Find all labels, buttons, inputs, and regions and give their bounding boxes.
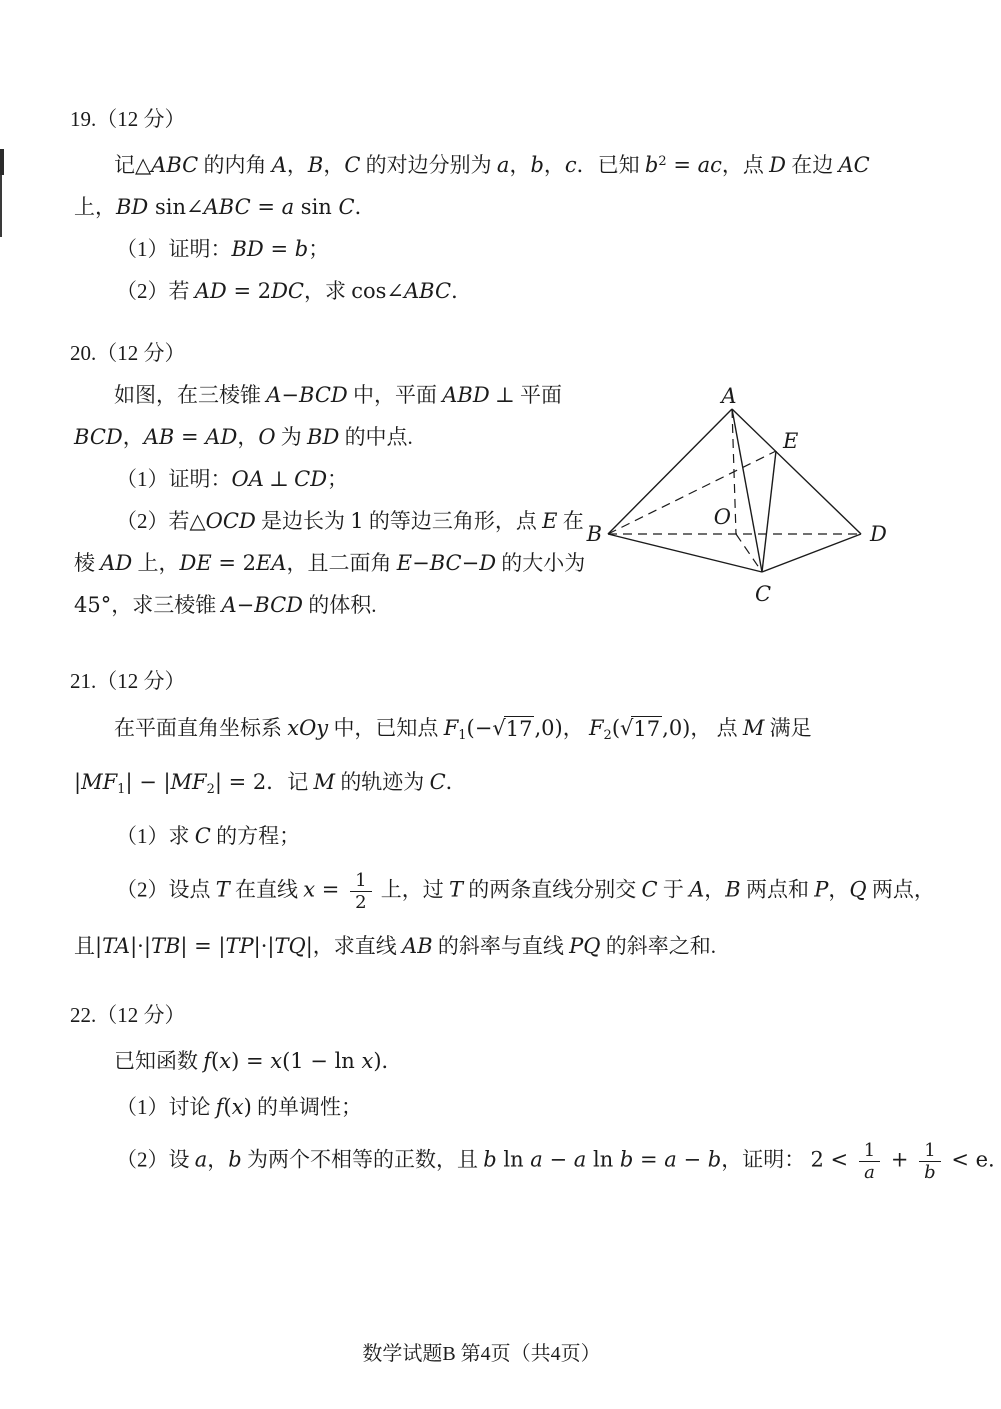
math-run: | − | — [125, 770, 171, 794]
math-variable: E — [542, 509, 558, 533]
math-run: 2 < — [810, 1147, 855, 1172]
text-run: ， — [562, 716, 589, 740]
math-variable: b — [483, 1147, 497, 1172]
math-variable: a — [664, 1147, 677, 1172]
math-variable: f — [203, 1049, 212, 1073]
text-run: ，求三棱锥 — [111, 593, 222, 617]
math-variable: ac — [697, 153, 722, 177]
text-run: ． — [354, 195, 376, 219]
math-variable: A — [689, 877, 705, 902]
vertex-label-c: C — [754, 582, 772, 606]
text-line — [116, 1094, 970, 1121]
radicand: 17 — [633, 717, 661, 741]
math-variable: MF — [170, 770, 207, 794]
math-variable: A — [221, 593, 237, 617]
denominator: 2 — [355, 892, 367, 913]
math-variable: AB — [143, 425, 175, 449]
text-run: 如图，在三棱锥 — [114, 383, 267, 407]
math-variable: A — [271, 153, 287, 177]
math-run: | = | — [180, 934, 226, 958]
text-run: 在边 — [785, 153, 839, 177]
text-run: （1）求 — [116, 824, 195, 848]
fraction — [859, 1140, 880, 1183]
text-run: ， — [704, 877, 726, 902]
text-line — [114, 148, 970, 179]
text-run: 上，过 — [375, 877, 450, 902]
text-run: 已知函数 — [114, 1049, 204, 1073]
math-run: sin∠ — [148, 195, 204, 219]
text-line — [116, 236, 970, 263]
text-run: 22.（12 分） — [70, 1003, 186, 1027]
math-variable: ABC — [151, 153, 199, 177]
radical-sign: √ — [492, 716, 506, 740]
edge-BC — [608, 534, 762, 572]
math-run: ln — [586, 1147, 620, 1172]
math-variable: a — [573, 1147, 587, 1172]
math-variable: M — [313, 770, 336, 794]
math-variable: EA — [256, 551, 287, 575]
text-run: 的两条直线分别交 — [463, 877, 642, 902]
text-run: ， — [323, 153, 345, 177]
math-variable: AC — [838, 153, 870, 177]
math-variable: OCD — [205, 509, 256, 533]
math-run: |·| — [130, 934, 151, 958]
text-run: ⊥ 平面 — [489, 383, 562, 407]
math-variable: D — [769, 153, 786, 177]
text-run: （2）设点 — [116, 877, 216, 902]
text-line — [74, 769, 970, 803]
vertex-label-a: A — [721, 384, 737, 408]
text-run: ， — [237, 425, 259, 449]
text-run: ，证明： — [721, 1147, 811, 1172]
text-run: 中，平面 — [347, 383, 443, 407]
fraction — [350, 870, 371, 913]
math-run: ( — [223, 1095, 232, 1119]
problem-22 — [70, 1002, 995, 1202]
math-run: ,0) — [662, 716, 691, 740]
text-run: ， — [543, 153, 565, 177]
text-run: ，求 — [303, 279, 352, 303]
text-run: ． — [381, 1049, 403, 1073]
radical — [620, 716, 662, 742]
math-variable: BD — [116, 195, 149, 219]
text-run: 为两个不相等的正数，且 — [241, 1147, 484, 1172]
math-variable: DC — [271, 279, 304, 303]
vertex-label-b: B — [586, 522, 602, 546]
text-run: 上， — [74, 195, 116, 219]
math-run: − — [236, 593, 255, 617]
math-run: < e. — [944, 1147, 995, 1172]
problem-19 — [70, 106, 970, 320]
text-line — [70, 668, 970, 695]
subscript: 1 — [458, 728, 467, 743]
math-variable: C — [338, 195, 355, 219]
math-run: = — [315, 877, 347, 902]
text-run: ， 点 — [690, 716, 743, 740]
math-variable: AB — [402, 934, 433, 958]
radical-sign: √ — [620, 716, 634, 740]
text-line — [70, 106, 970, 133]
text-run: ， — [509, 153, 531, 177]
edge-CD — [762, 534, 861, 572]
math-run: = 2 — [211, 551, 256, 575]
math-variable: OA — [231, 467, 264, 491]
math-variable: x — [219, 1049, 232, 1073]
text-run: （1）讨论 — [116, 1095, 216, 1119]
text-run: ， — [828, 877, 850, 902]
text-run: 的等边三角形，点 — [363, 509, 543, 533]
text-run: 在平面直角坐标系 — [114, 716, 288, 740]
text-run: ． — [445, 770, 467, 794]
math-variable: TP — [225, 934, 254, 958]
denominator: b — [924, 1162, 936, 1183]
text-run: ． — [451, 279, 473, 303]
figure-hidden-edges — [608, 409, 861, 572]
text-run: 的体积. — [303, 593, 377, 617]
math-run: | — [95, 934, 103, 958]
text-line — [70, 1002, 970, 1029]
text-line — [74, 194, 970, 221]
text-run: 20.（12 分） — [70, 341, 186, 365]
math-run: ) = — [231, 1049, 271, 1073]
text-run: 于 — [657, 877, 690, 902]
text-run: 在 — [557, 509, 584, 533]
problem-21 — [70, 668, 970, 980]
math-run: ,0) — [534, 716, 563, 740]
text-line — [116, 823, 970, 850]
math-variable: DE — [179, 551, 212, 575]
text-run: 且 — [74, 934, 95, 958]
numerator: 1 — [919, 1140, 940, 1162]
math-variable: BD — [307, 425, 340, 449]
text-run: 棱 — [74, 551, 101, 575]
text-line — [116, 870, 970, 913]
text-run: 的对边分别为 — [360, 153, 497, 177]
text-line — [74, 592, 630, 619]
math-variable: a — [496, 153, 510, 177]
math-variable: B — [725, 877, 741, 902]
math-run: = — [666, 153, 698, 177]
math-variable: B — [307, 153, 324, 177]
math-variable: x — [231, 1095, 244, 1119]
text-run: 21.（12 分） — [70, 669, 186, 693]
math-variable: CD — [294, 467, 328, 491]
math-variable: b — [644, 153, 659, 177]
math-variable: PQ — [569, 934, 601, 958]
math-variable: C — [194, 824, 211, 848]
numerator: 1 — [859, 1140, 880, 1162]
text-run: ； — [327, 467, 349, 491]
vertex-label-e: E — [783, 429, 799, 453]
scan-artifact — [0, 149, 4, 175]
text-line — [114, 715, 970, 749]
text-line — [114, 382, 630, 409]
math-run: − — [676, 1147, 708, 1172]
text-run: 的内角 — [198, 153, 272, 177]
text-run: 的单调性； — [251, 1095, 363, 1119]
text-run: 的轨迹为 — [335, 770, 430, 794]
math-variable: C — [429, 770, 446, 794]
text-run: 的中点. — [339, 425, 413, 449]
text-line — [116, 508, 630, 535]
math-variable: a — [281, 195, 295, 219]
math-variable: BCD — [254, 593, 303, 617]
text-run: 满足 — [764, 716, 812, 740]
math-run: (− — [466, 716, 493, 740]
text-run: ， — [207, 1147, 229, 1172]
radicand: 17 — [505, 717, 533, 741]
math-run: ln — [496, 1147, 531, 1172]
text-run: 的斜率与直线 — [432, 934, 570, 958]
math-run: − — [461, 551, 480, 575]
math-variable: f — [215, 1095, 224, 1119]
math-run: = — [633, 1147, 665, 1172]
math-run: |·| — [253, 934, 275, 958]
math-variable: Q — [849, 877, 867, 902]
math-variable: BD — [231, 237, 264, 261]
math-variable: F — [443, 716, 459, 740]
math-run: = — [250, 195, 282, 219]
text-run: （2）若 — [116, 279, 195, 303]
math-variable: c — [564, 153, 577, 177]
math-variable: ABC — [404, 279, 452, 303]
math-variable: BCD — [74, 425, 123, 449]
text-run: 在直线 — [229, 877, 304, 902]
math-run: + — [884, 1147, 916, 1172]
math-variable: M — [742, 716, 765, 740]
math-run: (1 − ln — [282, 1049, 362, 1073]
text-line — [74, 424, 630, 451]
text-run: （1）证明： — [116, 237, 232, 261]
page-footer: 数学试题B 第4页（共4页） — [362, 1343, 601, 1365]
superscript: 2 — [658, 154, 667, 169]
text-run: 两点和 — [740, 877, 815, 902]
subscript: 2 — [603, 728, 612, 743]
text-line — [116, 278, 970, 305]
math-variable: D — [479, 551, 497, 575]
text-run: ，求直线 — [312, 934, 403, 958]
math-variable: a — [194, 1147, 208, 1172]
text-run: 中，已知点 — [328, 716, 444, 740]
text-run: 是边长为 — [255, 509, 351, 533]
text-line — [70, 340, 630, 367]
math-run: 45° — [74, 593, 112, 617]
math-variable: C — [641, 877, 658, 902]
math-run: ) — [243, 1095, 252, 1119]
math-variable: BC — [429, 551, 462, 575]
math-variable: ABD — [442, 383, 490, 407]
math-variable: AD — [205, 425, 238, 449]
math-run: ) — [373, 1049, 382, 1073]
tetrahedron-figure — [583, 383, 913, 608]
math-variable: O — [258, 425, 276, 449]
text-run: ．记 — [266, 770, 314, 794]
math-variable: b — [228, 1147, 242, 1172]
text-run: ， — [122, 425, 144, 449]
text-run: 上， — [132, 551, 180, 575]
math-variable: a — [530, 1147, 543, 1172]
text-run: （1）证明： — [116, 467, 232, 491]
radical — [492, 716, 534, 742]
text-run: ； — [308, 237, 330, 261]
text-run: 的大小为 — [496, 551, 586, 575]
math-run: ( — [211, 1049, 220, 1073]
math-variable: TA — [102, 934, 131, 958]
text-run: ，且二面角 — [286, 551, 397, 575]
text-run: 两点， — [866, 877, 935, 902]
vertex-label-o: O — [713, 505, 731, 529]
text-run: 19.（12 分） — [70, 107, 186, 131]
text-line — [114, 1048, 970, 1075]
math-variable: F — [588, 716, 604, 740]
problem-20 — [70, 340, 630, 634]
math-run: | — [305, 934, 313, 958]
math-variable: b — [707, 1147, 722, 1172]
text-run: 的方程； — [210, 824, 301, 848]
edge-EC — [762, 451, 776, 572]
text-run: （2）若△ — [116, 509, 206, 533]
math-variable: b — [619, 1147, 634, 1172]
text-line — [74, 550, 630, 577]
numerator: 1 — [350, 870, 371, 892]
math-variable: BCD — [299, 383, 348, 407]
math-run: − — [542, 1147, 574, 1172]
vertex-label-d: D — [870, 522, 887, 546]
math-variable: x — [361, 1049, 374, 1073]
math-run: cos∠ — [351, 279, 405, 303]
edge-BE — [608, 451, 776, 534]
math-variable: TB — [150, 934, 181, 958]
math-variable: T — [449, 877, 464, 902]
math-run: | = 2 — [214, 770, 267, 794]
math-variable: AD — [194, 279, 227, 303]
text-run: ．已知 — [576, 153, 645, 177]
text-line — [74, 933, 970, 960]
math-variable: E — [396, 551, 413, 575]
math-run: = — [174, 425, 206, 449]
scan-artifact — [0, 175, 2, 237]
math-variable: x — [270, 1049, 283, 1073]
text-run: ⊥ — [263, 467, 295, 491]
text-run: 的斜率之和. — [600, 934, 716, 958]
math-run: − — [281, 383, 300, 407]
math-run: sin — [294, 195, 339, 219]
math-variable: MF — [81, 770, 118, 794]
text-line — [116, 466, 630, 493]
math-variable: TQ — [274, 934, 306, 958]
math-variable: b — [294, 237, 309, 261]
denominator: a — [864, 1162, 875, 1183]
math-variable: AD — [100, 551, 133, 575]
math-run: = 2 — [226, 279, 272, 303]
math-variable: A — [266, 383, 282, 407]
text-line — [116, 1140, 995, 1183]
math-run: 1 — [350, 509, 364, 533]
subscript: 1 — [117, 782, 126, 797]
text-run: ，点 — [721, 153, 770, 177]
math-variable: b — [530, 153, 544, 177]
math-run: − — [412, 551, 430, 575]
text-run: ， — [286, 153, 308, 177]
text-run: 记△ — [114, 153, 152, 177]
math-run: = — [263, 237, 295, 261]
fraction — [919, 1140, 940, 1183]
math-run: ( — [611, 716, 621, 740]
subscript: 2 — [206, 782, 215, 797]
math-variable: ABC — [203, 195, 251, 219]
text-run: （2）设 — [116, 1147, 195, 1172]
math-run: | — [74, 770, 82, 794]
math-variable: P — [814, 877, 829, 902]
text-run: 为 — [275, 425, 308, 449]
math-variable: xOy — [287, 716, 329, 740]
math-variable: x — [303, 877, 316, 902]
math-variable: C — [344, 153, 361, 177]
math-variable: T — [215, 877, 230, 902]
